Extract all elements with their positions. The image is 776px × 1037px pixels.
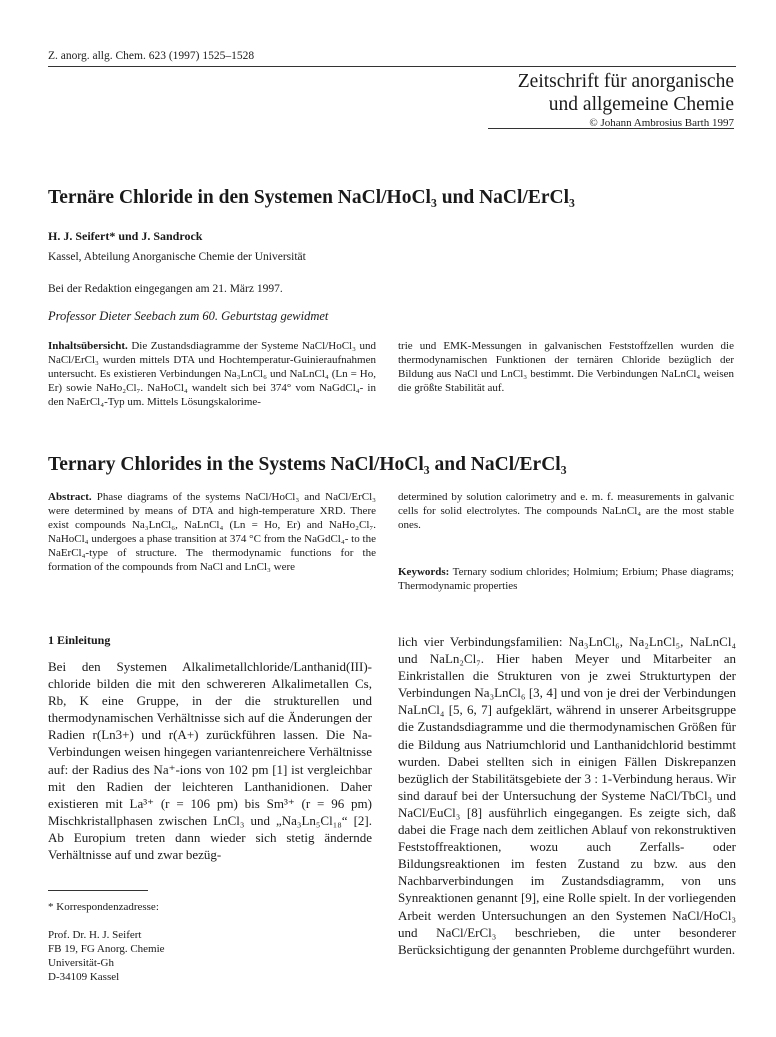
journal-citation: Z. anorg. allg. Chem. 623 (1997) 1525–1528 [48, 50, 255, 62]
footnote-rule [48, 890, 148, 891]
dedication: Professor Dieter Seebach zum 60. Geburtstag gewidmet [48, 309, 329, 323]
body-text-left: Bei den Systemen Alkalimetallchloride/Lanthanid(III)-chloride bilden die mit den schwereren Alkalimetallen Cs, Rb, K eine Gruppe, in der die strukturellen und thermodynamischen Verhältnisse sich auf die Änderungen der Radien r(Ln3+) und r(A+) zurückführen lassen. Die Na-Verbindungen weisen hingegen variantenreichere Verhältnisse auf: der Radius des Na⁺-ions von 102 pm [1] ist vergleichbar mit den Radien der leichteren Lanthanidionen. Daher existieren mit La³⁺ (r = 106 pm) bis Sm³⁺ (r = 96 pm) Mischkristallphasen zwischen LnCl₃ und „Na₃Ln₅Cl₁₈“ [2]. Ab Europium treten dann wieder sich stetig ändernde Verhältnisse auf und zwar bezüg- [48, 659, 372, 863]
article-title-german: Ternäre Chloride in den Systemen NaCl/HoCl₃ und NaCl/ErCl₃ [48, 187, 575, 208]
keywords-label: Keywords: [398, 566, 450, 578]
abstract-label: Abstract. [48, 491, 92, 503]
received-date: Bei der Redaktion eingegangen am 21. März 1997. [48, 283, 283, 295]
address-line: D-34109 Kassel [48, 971, 120, 983]
summary-german-left [48, 339, 376, 409]
journal-masthead [518, 70, 734, 130]
address-line: FB 19, FG Anorg. Chemie [48, 943, 165, 955]
journal-name-line1: Zeitschrift für anorganische [517, 71, 734, 92]
summary-text-left: Die Zustandsdiagramme der Systeme NaCl/HoCl₃ und NaCl/ErCl₃ wurden mittels DTA und Hochtemperatur-Guinieraufnahmen untersucht. Es existieren Verbindungen Na₃LnCl₆ und NaLnCl₄ (Ln = Ho, Er) sowie NaHo₂Cl₇. NaHoCl₄ wandelt sich bei 374° vom NaGdCl₄- in den NaErCl₄-Typ um. Mittels Lösungskalorime- [48, 340, 376, 408]
keywords-text: Ternary sodium chlorides; Holmium; Erbium; Phase diagrams; Thermodynamic properties [398, 566, 734, 592]
masthead-rule [488, 128, 734, 129]
section-heading: 1 Einleitung [48, 633, 111, 647]
abstract-english-left [48, 490, 376, 574]
abstract-english-right: determined by solution calorimetry and e. m. f. measurements in galvanic cells for solid electrolytes. The compounds NaLnCl₄ are the most stable ones. [398, 491, 734, 531]
affiliation: Kassel, Abteilung Anorganische Chemie der Universität [48, 251, 306, 263]
article-title-english: Ternary Chlorides in the Systems NaCl/HoCl₃ and NaCl/ErCl₃ [48, 454, 567, 475]
header-rule [48, 66, 736, 67]
keywords [398, 565, 734, 593]
summary-german-right: trie und EMK-Messungen in galvanischen Feststoffzellen wurden die thermodynamischen Funktionen der ternären Chloride bezüglich der Bildung aus NaCl und LnCl₃ bestimmt. Die Verbindungen NaLnCl₄ weisen die größte Stabilität auf. [398, 340, 734, 394]
address-line: Prof. Dr. H. J. Seifert [48, 929, 142, 941]
footnote-label: * Korrespondenzadresse: [48, 901, 159, 913]
copyright-notice: © Johann Ambrosius Barth 1997 [589, 117, 734, 129]
abstract-text-left: Phase diagrams of the systems NaCl/HoCl₃ and NaCl/ErCl₃ were determined by means of DTA and high-temperature XRD. There exist compounds Na₃LnCl₆, NaLnCl₄ (Ln = Ho, Er) and NaHo₂Cl₇. NaHoCl₄ undergoes a phase transition at 374 °C from the NaGdCl₄- to the NaErCl₄-type of structure. The thermodynamic functions for the formation of the compounds from NaCl and LnCl₃ were [48, 491, 377, 573]
summary-label: Inhaltsübersicht. [48, 340, 128, 352]
authors: H. J. Seifert* und J. Sandrock [48, 229, 203, 243]
address-line: Universität-Gh [48, 957, 114, 969]
body-text-right: lich vier Verbindungsfamilien: Na₃LnCl₆, Na₂LnCl₅, NaLnCl₄ und NaLn₂Cl₇. Hier haben Meyer und Mitarbeiter an Einkristallen die Strukturen von je zwei Strukturtypen der Verbindungen Na₃LnCl₆ [3, 4] und von je drei der Verbindungen NaLnCl₄ [5, 6, 7] aufgeklärt, während in unserer Arbeitsgruppe die Zustandsdiagramme und die thermodynamischen Größen für die Bildung aus Natriumchlorid und Lanthanidchlorid bestimmt wurden. Dabei stellten sich in einigen Fällen Diskrepanzen bezüglich der Stabilitätsgebiete der 3 : 1-Verbindung heraus. Wir sind darauf bei der Untersuchung der Systeme NaCl/TbCl₃ und NaCl/EuCl₃ [8] ausführlich eingegangen. Es zeigte sich, daß dabei die Frage nach dem zeitlichen Ablauf von rekonstruktiven Feststoffreaktionen, wozu auch Zerfalls- oder Bildungsreaktionen im festen Zustand zu bzw. aus den Nachbarverbindungen im Zustandsdiagramm, von uns Synreaktionen genannt [9], eine Rolle spielt. In der vorliegenden Arbeit werden Untersuchungen an den Systemen NaCl/HoCl₃ und NaCl/ErCl₃ beschrieben, die unter besonderer Berücksichtigung der genannten Probleme durchgeführt wurden. [398, 634, 736, 957]
journal-name-line2: und allgemeine Chemie [548, 94, 734, 115]
correspondence-address [48, 928, 165, 984]
